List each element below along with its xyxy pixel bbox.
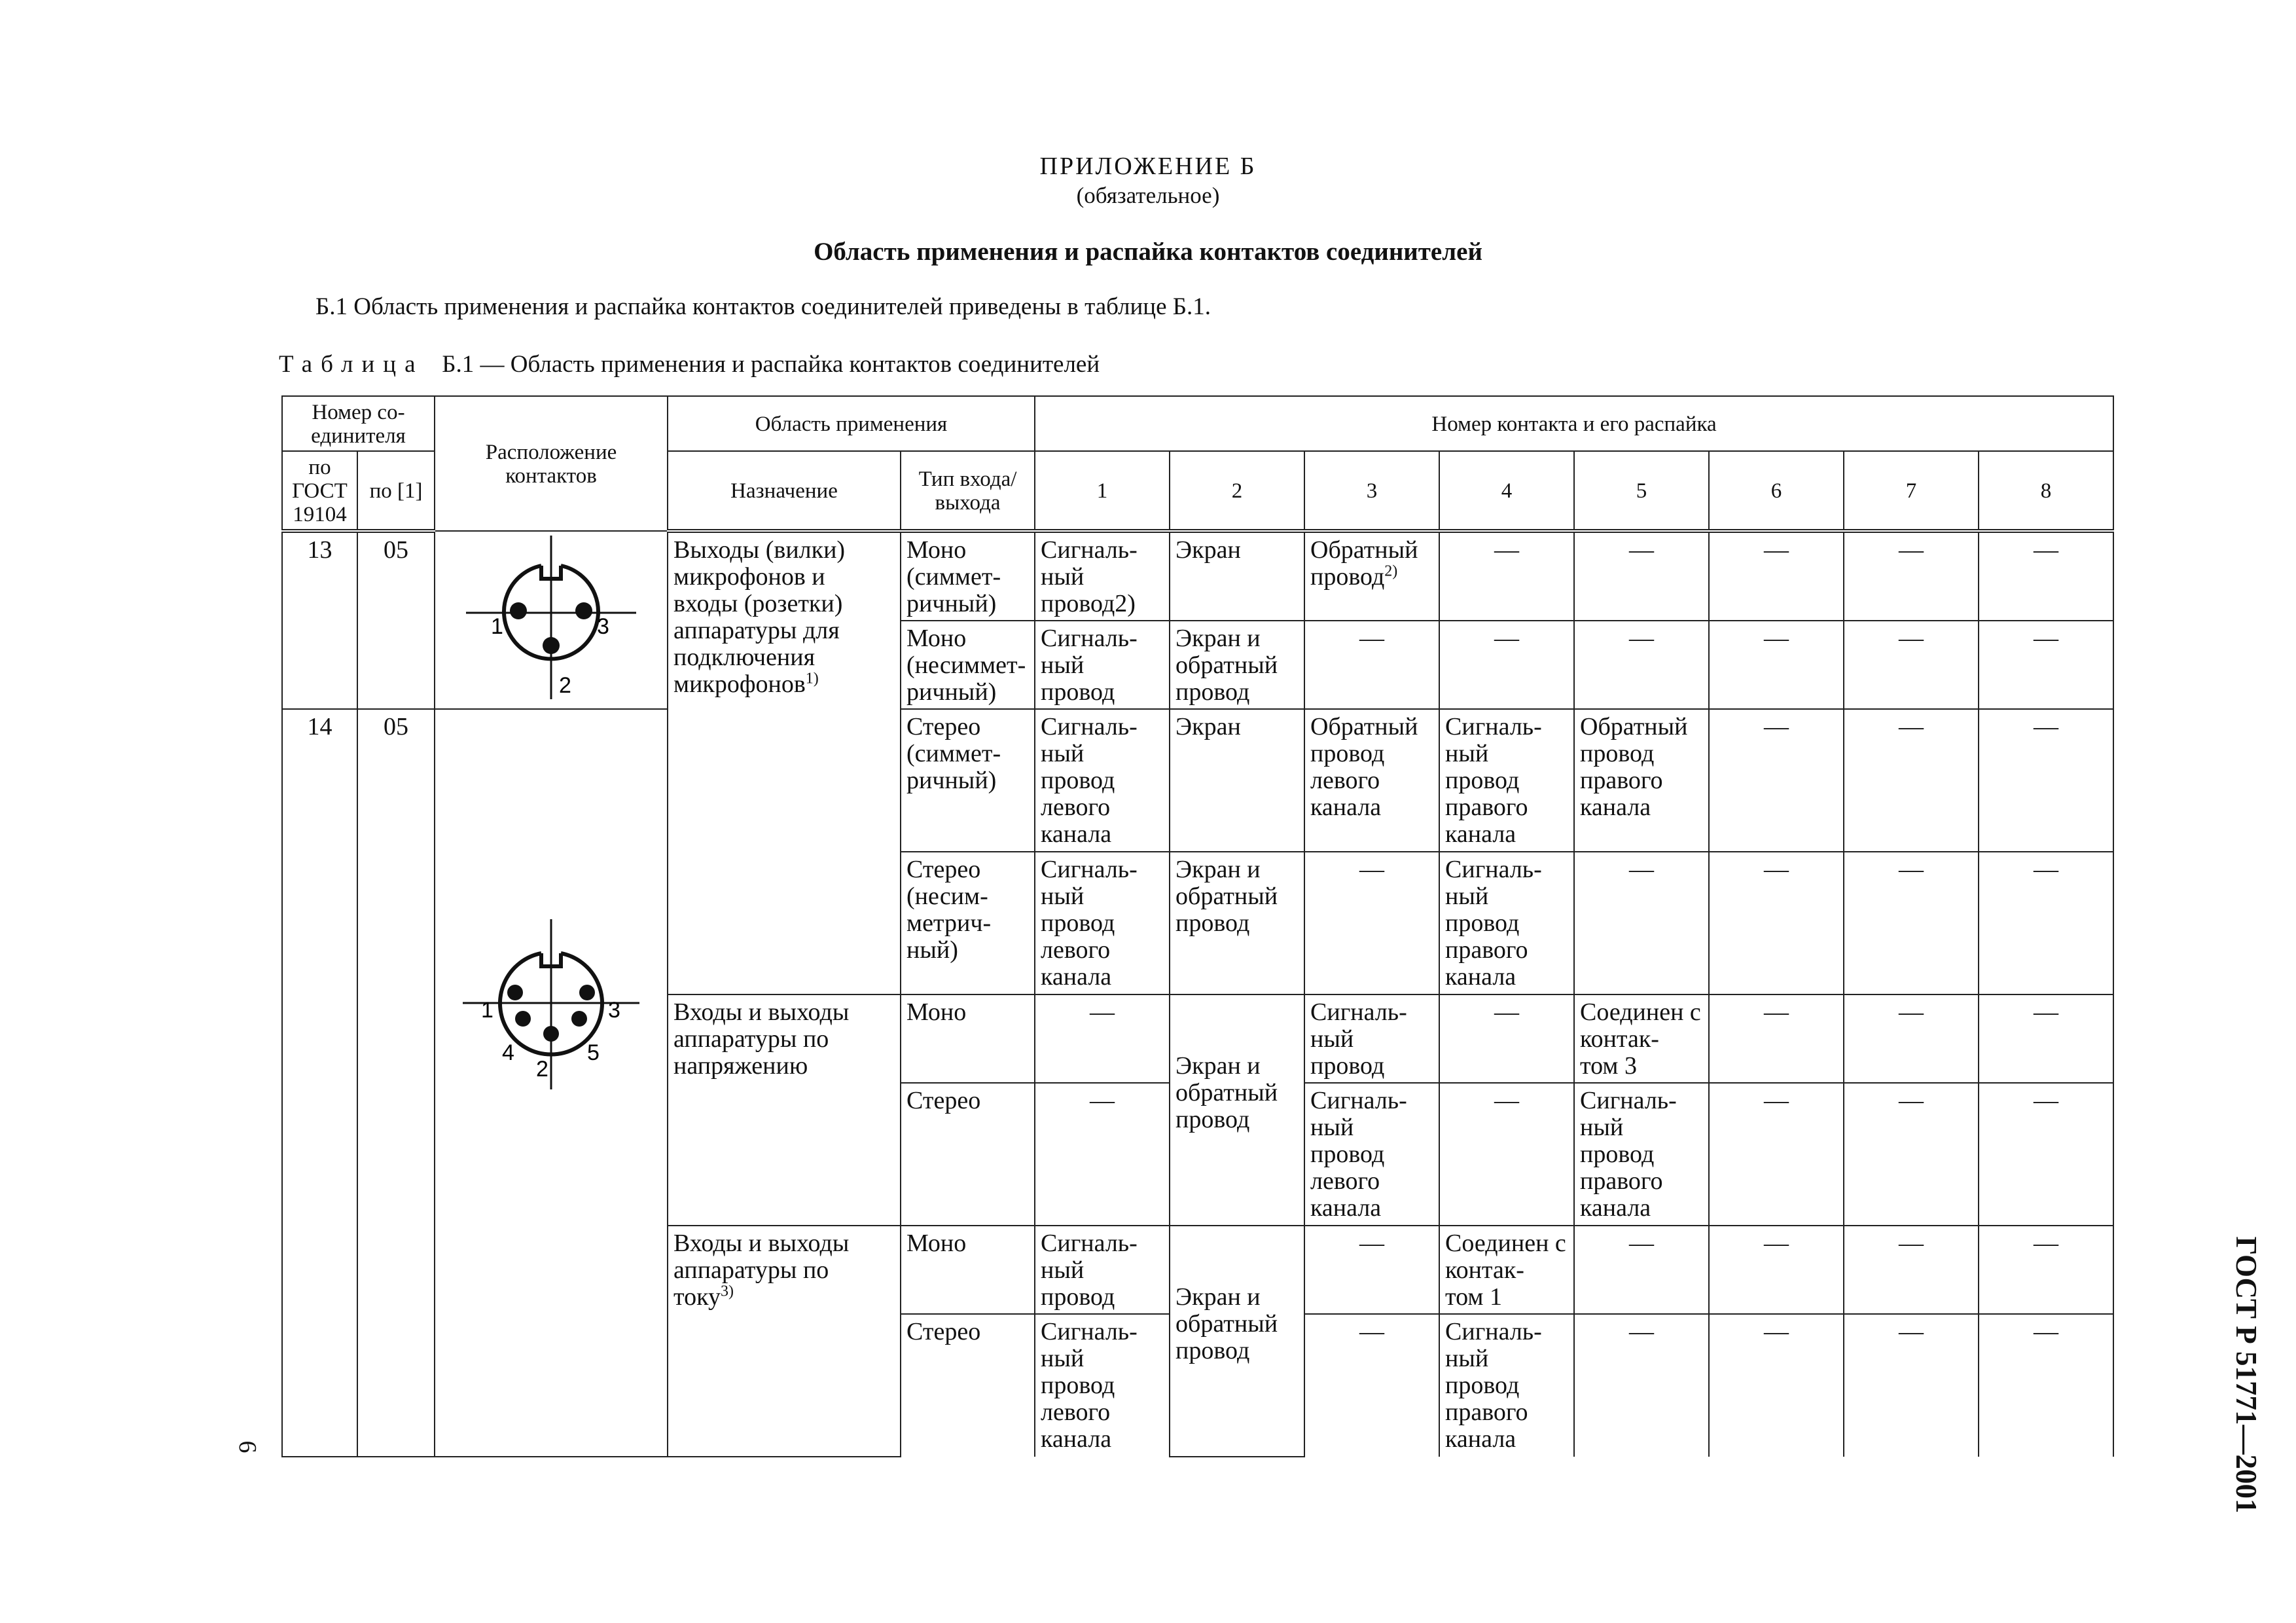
g1r4-pin8: — xyxy=(1979,852,2113,994)
connector-3pin-diagram xyxy=(466,536,636,699)
header-pin-6: 6 xyxy=(1709,451,1844,531)
pin-label: 5 xyxy=(587,1040,600,1065)
g2r2-pin6: — xyxy=(1709,1083,1844,1226)
g1r2-pin5: — xyxy=(1574,621,1709,709)
pin-label: 1 xyxy=(481,998,493,1023)
pin-1-dot xyxy=(510,602,527,619)
pin-5-dot xyxy=(571,1011,587,1027)
g2r2-type: Стерео xyxy=(901,1083,1035,1226)
g1r2-pin1: Сигналь- ный провод xyxy=(1035,621,1170,709)
header-pin-1: 1 xyxy=(1035,451,1170,531)
g1r1-pin2: Экран xyxy=(1170,531,1304,621)
pin-label: 3 xyxy=(608,998,620,1023)
pin-3-dot xyxy=(575,602,592,619)
pin-2-dot xyxy=(543,637,560,654)
g1r3-pin5: Обратный провод правого канала xyxy=(1574,709,1709,852)
conn14-ref: 05 xyxy=(357,709,435,1457)
g3r1-type: Моно xyxy=(901,1226,1035,1314)
g3r1-pin1: Сигналь- ный провод xyxy=(1035,1226,1170,1314)
g3r1-pin7: — xyxy=(1844,1226,1979,1314)
conn13-layout-cell xyxy=(435,531,668,709)
table-row xyxy=(282,531,2113,621)
g1r3-pin7: — xyxy=(1844,709,1979,852)
g1r1-pin3 xyxy=(1304,531,1439,621)
g1r2-pin6: — xyxy=(1709,621,1844,709)
group2-purpose: Входы и выходы аппаратуры по напряжению xyxy=(668,994,901,1226)
g2r2-pin3: Сигналь- ный провод левого канала xyxy=(1304,1083,1439,1226)
pin-3-dot xyxy=(579,985,595,1000)
conn14-layout-cell xyxy=(435,709,668,1457)
pin-4-dot xyxy=(515,1011,531,1027)
g2r2-pin7: — xyxy=(1844,1083,1979,1226)
footnote-mark: 3) xyxy=(721,1283,734,1300)
g1r3-pin4: Сигналь- ный провод правого канала xyxy=(1439,709,1574,852)
g1r4-pin7: — xyxy=(1844,852,1979,994)
g1r3-pin6: — xyxy=(1709,709,1844,852)
g3r2-pin4: Сигналь- ный провод правого канала xyxy=(1439,1314,1574,1457)
header-purpose: Назначение xyxy=(668,451,901,531)
g2r1-pin6: — xyxy=(1709,994,1844,1083)
g2r2-pin5: Сигналь- ный провод правого канала xyxy=(1574,1083,1709,1226)
pin-label: 3 xyxy=(597,613,609,639)
g2r1-pin1: — xyxy=(1035,994,1170,1083)
section-title: Область применения и распайка контактов соединителей xyxy=(814,238,1482,266)
g2r1-type: Моно xyxy=(901,994,1035,1083)
g1r4-pin5: — xyxy=(1574,852,1709,994)
pin-2-dot xyxy=(543,1026,559,1042)
g1r1-pin5: — xyxy=(1574,531,1709,621)
caption-text: Б.1 — Область применения и распайка контактов соединителей xyxy=(442,351,1100,378)
g3r1-pin4: Соединен с контак- том 1 xyxy=(1439,1226,1574,1314)
page-number: 6 xyxy=(234,1440,261,1453)
g1r1-pin1: Сигналь- ный провод2) xyxy=(1035,531,1170,621)
connector-table xyxy=(281,395,2114,1457)
pin-label: 1 xyxy=(491,613,503,639)
g1r3-pin8: — xyxy=(1979,709,2113,852)
g3r2-pin7: — xyxy=(1844,1314,1979,1457)
g1r3-pin3: Обратный провод левого канала xyxy=(1304,709,1439,852)
g1r1-pin3-text: Обратный провод xyxy=(1310,536,1418,591)
g2r1-pin4: — xyxy=(1439,994,1574,1083)
g2r2-pin1: — xyxy=(1035,1083,1170,1226)
pin-1-dot xyxy=(507,985,523,1000)
g1r1-pin6: — xyxy=(1709,531,1844,621)
g2r1-pin7: — xyxy=(1844,994,1979,1083)
g3r1-pin6: — xyxy=(1709,1226,1844,1314)
appendix-type: (обязательное) xyxy=(1076,183,1220,208)
g1r2-pin3: — xyxy=(1304,621,1439,709)
g1r1-pin4: — xyxy=(1439,531,1574,621)
g1r2-type: Моно (несиммет- ричный) xyxy=(901,621,1035,709)
g1r1-pin7: — xyxy=(1844,531,1979,621)
pin-label: 2 xyxy=(559,672,571,698)
g3r2-pin1: Сигналь- ный провод левого канала xyxy=(1035,1314,1170,1457)
header-pin-3: 3 xyxy=(1304,451,1439,531)
g1r3-pin2: Экран xyxy=(1170,709,1304,852)
footnote-mark: 1) xyxy=(805,670,819,687)
g3r1-pin3: — xyxy=(1304,1226,1439,1314)
intro-paragraph: Б.1 Область применения и распайка контактов соединителей приведены в таблице Б.1. xyxy=(315,293,1211,320)
header-connector-number: Номер со- единителя xyxy=(282,396,435,451)
g1r4-pin6: — xyxy=(1709,852,1844,994)
g1r1-type: Моно (симмет- ричный) xyxy=(901,531,1035,621)
g3r2-pin3: — xyxy=(1304,1314,1439,1457)
conn14-gost: 14 xyxy=(282,709,357,1457)
header-pin-7: 7 xyxy=(1844,451,1979,531)
g2r2-pin8: — xyxy=(1979,1083,2113,1226)
group3-purpose-text: Входы и выходы аппаратуры по току xyxy=(673,1230,850,1311)
g1r2-pin8: — xyxy=(1979,621,2113,709)
connector-5pin-diagram xyxy=(463,919,639,1089)
g3r2-type: Стерео xyxy=(901,1314,1035,1457)
group3-pin2: Экран и обратный провод xyxy=(1170,1226,1304,1457)
g1r2-pin4: — xyxy=(1439,621,1574,709)
g2r1-pin3: Сигналь- ный провод xyxy=(1304,994,1439,1083)
g1r3-type: Стерео (симмет- ричный) xyxy=(901,709,1035,852)
footnote-mark: 2) xyxy=(1384,562,1398,580)
group1-purpose-text: Выходы (вилки) микрофонов и входы (розетки) аппаратуры для подключения микрофонов xyxy=(673,536,846,698)
caption-word: Таблица xyxy=(279,351,424,378)
g1r4-pin2: Экран и обратный провод xyxy=(1170,852,1304,994)
group2-pin2: Экран и обратный провод xyxy=(1170,994,1304,1226)
g1r4-pin3: — xyxy=(1304,852,1439,994)
header-pin-wiring: Номер контакта и его распайка xyxy=(1035,396,2113,451)
header-by-gost: по ГОСТ 19104 xyxy=(282,451,357,531)
header-pin-4: 4 xyxy=(1439,451,1574,531)
conn13-ref: 05 xyxy=(357,531,435,709)
group3-purpose xyxy=(668,1226,901,1457)
header-pin-2: 2 xyxy=(1170,451,1304,531)
g2r1-pin5: Соединен с контак- том 3 xyxy=(1574,994,1709,1083)
table-caption xyxy=(279,350,1100,378)
g3r1-pin5: — xyxy=(1574,1226,1709,1314)
g1r4-pin4: Сигналь- ный провод правого канала xyxy=(1439,852,1574,994)
table-row xyxy=(282,709,2113,852)
g2r2-pin4: — xyxy=(1439,1083,1574,1226)
g1r2-pin7: — xyxy=(1844,621,1979,709)
g2r1-pin8: — xyxy=(1979,994,2113,1083)
header-io-type: Тип входа/ выхода xyxy=(901,451,1035,531)
g1r2-pin2: Экран и обратный провод xyxy=(1170,621,1304,709)
g1r4-type: Стерео (несим- метрич- ный) xyxy=(901,852,1035,994)
group1-purpose xyxy=(668,531,901,994)
header-by-ref: по [1] xyxy=(357,451,435,531)
header-layout: Расположение контактов xyxy=(435,396,668,531)
g3r2-pin6: — xyxy=(1709,1314,1844,1457)
pin-label: 4 xyxy=(502,1040,514,1065)
header-pin-8: 8 xyxy=(1979,451,2113,531)
g1r1-pin8: — xyxy=(1979,531,2113,621)
document-code: ГОСТ Р 51771—2001 xyxy=(2230,1236,2263,1514)
pin-label: 2 xyxy=(536,1057,548,1082)
g3r2-pin8: — xyxy=(1979,1314,2113,1457)
g3r2-pin5: — xyxy=(1574,1314,1709,1457)
appendix-title: ПРИЛОЖЕНИЕ Б xyxy=(1039,153,1257,180)
header-application: Область применения xyxy=(668,396,1035,451)
g3r1-pin8: — xyxy=(1979,1226,2113,1314)
g1r4-pin1: Сигналь- ный провод левого канала xyxy=(1035,852,1170,994)
header-pin-5: 5 xyxy=(1574,451,1709,531)
conn13-gost: 13 xyxy=(282,531,357,709)
g1r3-pin1: Сигналь- ный провод левого канала xyxy=(1035,709,1170,852)
